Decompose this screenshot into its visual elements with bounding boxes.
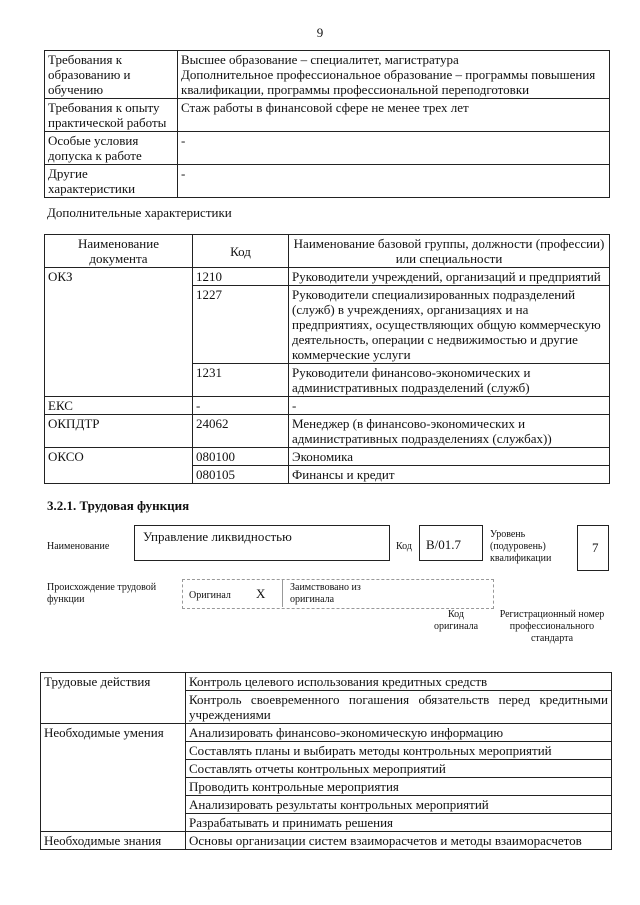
- original-label: Оригинал: [189, 590, 231, 601]
- table-row: [45, 132, 610, 165]
- row-item: Контроль целевого использования кредитных средств: [186, 673, 612, 691]
- doc-cell: ЕКС: [45, 397, 193, 415]
- reg-number-label: Регистрационный номер профессионального стандарта: [499, 609, 605, 644]
- requirement-label: Другие характеристики: [45, 165, 178, 198]
- requirement-label: Требования к опыту практической работы: [45, 99, 178, 132]
- requirement-label: Особые условия допуска к работе: [45, 132, 178, 165]
- requirement-label: Требования к образованию и обучению: [45, 51, 178, 99]
- code-cell: 080100: [193, 448, 289, 466]
- divider: [282, 579, 283, 607]
- additional-table: [44, 234, 610, 484]
- function-name: Управление ликвидностью: [143, 529, 292, 544]
- name-cell: Финансы и кредит: [289, 466, 610, 484]
- table-row: [45, 415, 610, 448]
- origin-label: Происхождение трудовой функции: [47, 582, 157, 605]
- name-cell: Менеджер (в финансово-экономических и административных подразделениях (службах)): [289, 415, 610, 448]
- table-row: [45, 165, 610, 198]
- row-label: Необходимые знания: [41, 832, 186, 850]
- code-label: Код: [396, 541, 412, 552]
- row-item: Анализировать результаты контрольных мероприятий: [186, 796, 612, 814]
- code-cell: 1231: [193, 364, 289, 397]
- requirement-line: Высшее образование – специалитет, магистратура: [181, 52, 459, 67]
- doc-cell: ОКПДТР: [45, 415, 193, 448]
- code-cell: 080105: [193, 466, 289, 484]
- code-box: [419, 525, 483, 561]
- requirement-value: [178, 51, 610, 99]
- row-label: Трудовые действия: [41, 673, 186, 724]
- code-original-label: Код оригинала: [433, 609, 479, 632]
- row-item: Проводить контрольные мероприятия: [186, 778, 612, 796]
- code-cell: 1210: [193, 268, 289, 286]
- level-box: [577, 525, 609, 571]
- code-value: B/01.7: [426, 537, 462, 552]
- name-cell: Руководители учреждений, организаций и предприятий: [289, 268, 610, 286]
- requirements-table: [44, 50, 610, 198]
- row-item: Контроль своевременного погашения обязательств перед кредитными учреждениями: [186, 691, 612, 724]
- requirement-value: -: [178, 165, 610, 198]
- page-number: 9: [316, 25, 324, 40]
- name-label: Наименование: [47, 541, 110, 552]
- level-label: Уровень (подуровень) квалификации: [490, 529, 552, 564]
- additional-title: Дополнительные характеристики: [47, 205, 232, 220]
- name-box: [134, 525, 390, 561]
- row-item: Разрабатывать и принимать решения: [186, 814, 612, 832]
- column-header: Наименование базовой группы, должности (профессии) или специальности: [289, 235, 610, 268]
- column-header: Код: [193, 235, 289, 268]
- function-table: [40, 672, 612, 850]
- table-header-row: [45, 235, 610, 268]
- code-cell: -: [193, 397, 289, 415]
- function-heading: 3.2.1. Трудовая функция: [47, 498, 190, 513]
- table-row: [45, 268, 610, 286]
- table-row: [41, 832, 612, 850]
- name-cell: -: [289, 397, 610, 415]
- requirement-line: Дополнительное профессиональное образование – программы повышения квалификации, программы профессиональной переподготовки: [181, 67, 596, 97]
- column-header: Наименование документа: [45, 235, 193, 268]
- name-cell: Руководители финансово-экономических и административных подразделений (служб): [289, 364, 610, 397]
- row-label: Необходимые умения: [41, 724, 186, 832]
- table-row: [45, 99, 610, 132]
- row-item: Составлять планы и выбирать методы контрольных мероприятий: [186, 742, 612, 760]
- code-cell: 1227: [193, 286, 289, 364]
- code-cell: 24062: [193, 415, 289, 448]
- table-row: [45, 448, 610, 466]
- doc-cell: ОКЗ: [45, 268, 193, 397]
- table-row: [41, 673, 612, 691]
- row-item: Анализировать финансово-экономическую информацию: [186, 724, 612, 742]
- row-item: Составлять отчеты контрольных мероприятий: [186, 760, 612, 778]
- requirement-value: -: [178, 132, 610, 165]
- name-cell: Руководители специализированных подразделений (служб) в учреждениях, организациях и на предприятиях, осуществляющих общую коммерческую деятельность, операции с недвижимостью и другие коммерческие услуги: [289, 286, 610, 364]
- level-value: 7: [592, 540, 599, 555]
- table-row: [45, 51, 610, 99]
- original-mark: X: [256, 586, 266, 601]
- requirement-value: Стаж работы в финансовой сфере не менее трех лет: [178, 99, 610, 132]
- table-row: [45, 397, 610, 415]
- table-row: [41, 724, 612, 742]
- doc-cell: ОКСО: [45, 448, 193, 484]
- name-cell: Экономика: [289, 448, 610, 466]
- row-item: Основы организации систем взаиморасчетов и методы взаиморасчетов: [186, 832, 612, 850]
- borrowed-label: Заимствовано из оригинала: [290, 582, 361, 605]
